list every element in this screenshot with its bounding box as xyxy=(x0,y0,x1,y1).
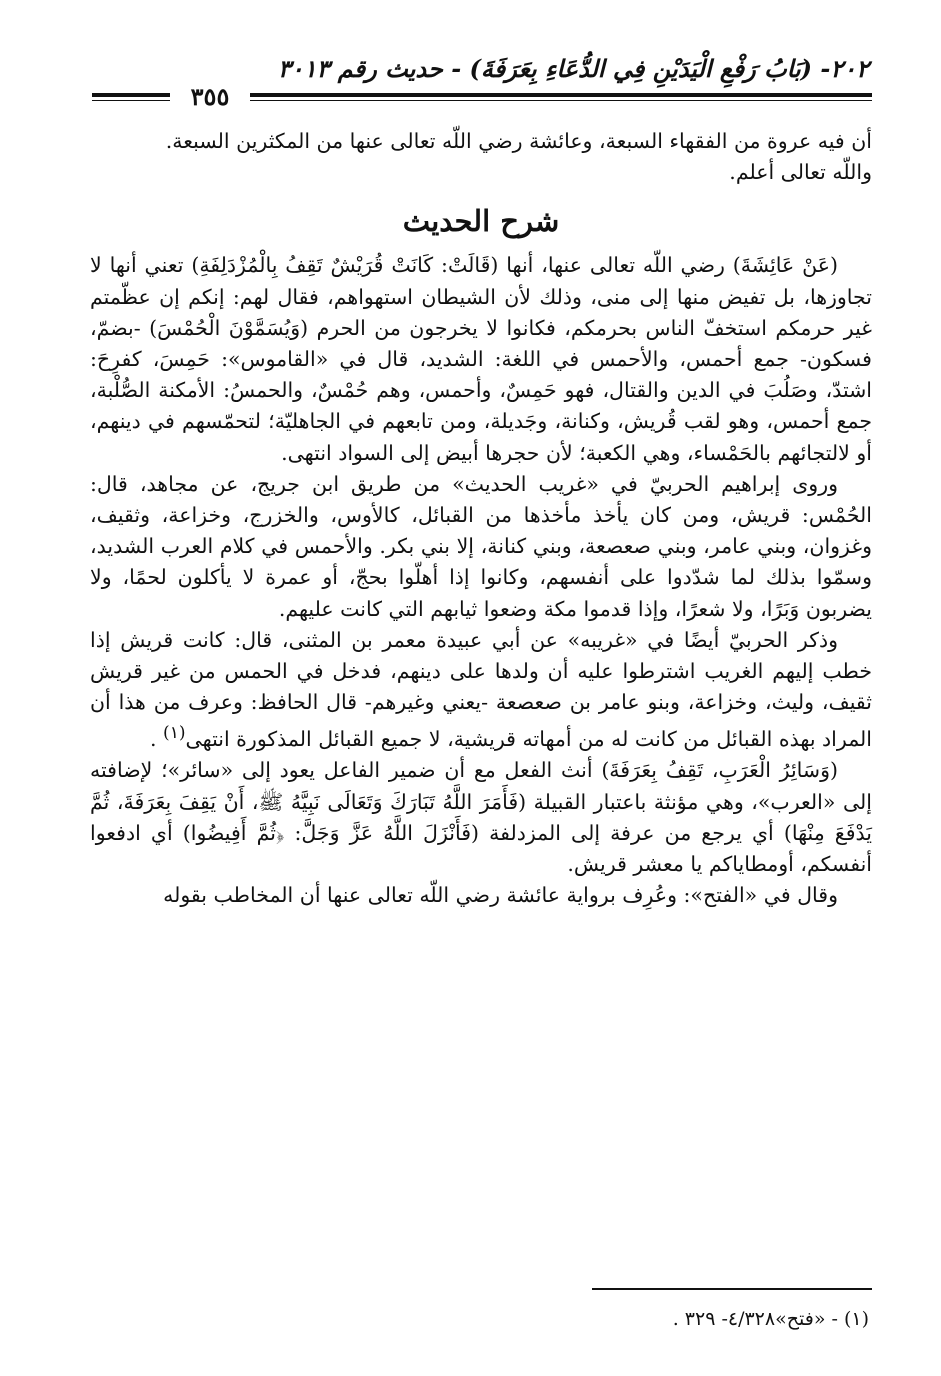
footnote-reference: (١) xyxy=(163,723,186,744)
footnote: (١) - «فتح»٤/٣٢٨- ٣٢٩ . xyxy=(672,1308,869,1330)
body-text xyxy=(90,126,872,912)
header-rule-left-thin xyxy=(92,100,170,101)
paragraph-1: أن فيه عروة من الفقهاء السبعة، وعائشة رضي اللّه تعالى عنها من المكثرين السبعة. xyxy=(165,129,872,153)
paragraph-7: وقال في «الفتح»: وعُرِف برواية عائشة رضي اللّه تعالى عنها أن المخاطب بقوله xyxy=(163,883,838,908)
header-rule-right xyxy=(250,93,872,97)
paragraph-5-end: . xyxy=(149,727,164,752)
header-rule-right-thin xyxy=(250,100,872,101)
section-heading: شرح الحديث xyxy=(402,204,560,239)
running-title: ٢٠٢- (بَابُ رَفْعِ الْيَدَيْنِ فِي الدُّعَاءِ بِعَرَفَةَ) - حديث رقم ٣٠١٣ xyxy=(277,54,869,83)
header-rule-left xyxy=(92,93,170,97)
paragraph-6: (وَسَائِرُ الْعَرَبِ، تَقِفُ بِعَرَفَةَ) أنث الفعل مع أن ضمير الفاعل يعود إلى «سائر»؛ لإضافته إلى «العرب»، وهي مؤنثة باعتبار القبيلة (فَأَمَرَ اللَّهُ تَبَارَكَ وَتَعَالَى نَبِيَّهُ ﷺ، أَنْ يَقِفَ بِعَرَفَةَ، ثُمَّ يَدْفَعَ مِنْهَا) أي يرجع من عرفة إلى المزدلفة (فَأَنْزَلَ اللَّهُ عَزَّ وَجَلَّ: ﴿ثُمَّ أَفِيضُوا) أي ادفعوا أنفسكم، أومطاياكم يا معشر قريش. xyxy=(90,758,872,877)
paragraph-5 xyxy=(90,625,872,756)
paragraph-3: (عَنْ عَائِشَةَ) رضي اللّه تعالى عنها، أنها (قَالَتْ: كَانَتْ قُرَيْشٌ تَقِفُ بِالْمُزْدَلِفَةِ) تعني أنها لا تجاوزها، بل تفيض منها إلى منى، وذلك لأن الشيطان استهواهم، فقال لهم: إنكم إن عظّمتم غير حرمكم استخفّ الناس بحرمكم، فكانوا لا يخرجون من الحرم (وَيُسَمَّوْنَ الْحُمْسَ) -بضمّ، فسكون- جمع أحمس، والأحمس في اللغة: الشديد، قال في «القاموس»: حَمِسَ، كفرِحَ: اشتدّ، وصَلُبَ في الدين والقتال، فهو حَمِسٌ، وأحمس، وهم حُمْسٌ، والحمسُ: الأمكنة الصُّلْبة، جمع أحمس، وهو لقب قُريش، وكنانة، وجَديلة، ومن تابعهم في الجاهليّة؛ لتحمّسهم في دينهم، أو لالتجائهم بالحَمْساء، وهي الكعبة؛ لأن حجرها أبيض إلى السواد انتهى. xyxy=(90,253,872,465)
paragraph-4: وروى إبراهيم الحربيّ في «غريب الحديث» من طريق ابن جريج، عن مجاهد، قال: الحُمْس: قريش، ومن كان يأخذ مأخذها من القبائل، كالأوس، والخزرج، وخزاعة، وثقيف، وغزوان، وبني عامر، وبني صعصعة، وبني كنانة، إلا بني بكر. والأحمس في كلام العرب الشديد، وسمّوا بذلك لما شدّدوا على أنفسهم، وكانوا إذا أهلّوا بحجّ، أو عمرة لا يأكلون لحمًا، ولا يضربون وَبَرًا، ولا شعرًا، وإذا قدموا مكة وضعوا ثيابهم التي كانت عليهم. xyxy=(90,471,872,621)
paragraph-5-text: وذكر الحربيّ أيضًا في «غريبه» عن أبي عبيدة معمر بن المثنى، قال: كانت قريش إذا خطب إليهم الغريب اشترطوا عليه أن ولدها على دينهم، فدخل في الحمس من غير قريش ثقيف، وليث، وخزاعة، وبنو عامر بن صعصعة -يعني وغيرهم- قال الحافظ: وعرف من هذا أن المراد بهذه القبائل من كانت له من أمهاته قريشية، لا جميع القبائل المذكورة انتهى xyxy=(90,627,872,752)
page-number: ٣٥٥ xyxy=(190,82,230,111)
footnote-rule xyxy=(592,1288,872,1290)
paragraph-2: واللّه تعالى أعلم. xyxy=(729,160,872,185)
